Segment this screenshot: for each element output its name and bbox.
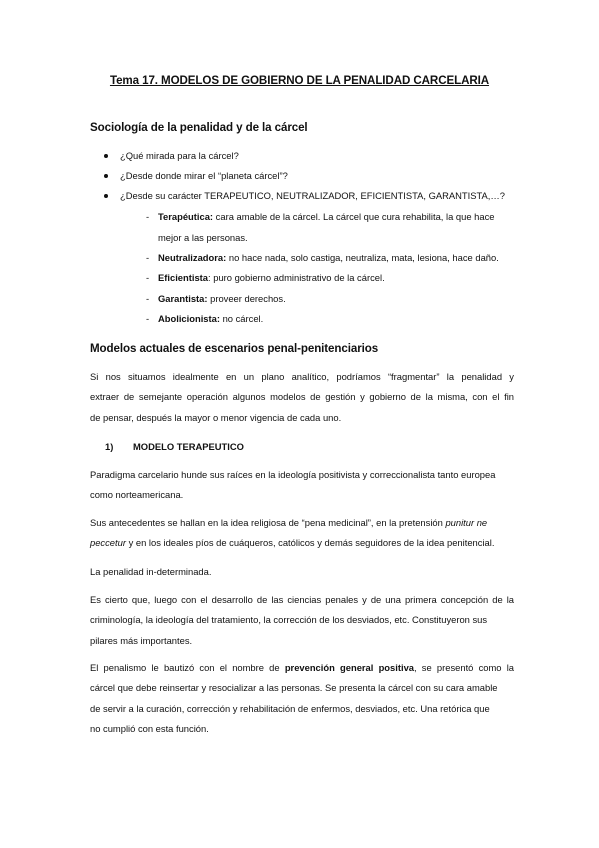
model-name: Terapéutica: xyxy=(158,211,214,222)
section-heading-sociologia: Sociología de la penalidad y de la cárcel xyxy=(90,121,308,134)
paragraph-penalismo xyxy=(90,658,514,740)
model-name: Abolicionista: xyxy=(158,313,220,324)
paragraph-penalidad xyxy=(90,562,514,582)
text-line: Es cierto que, luego con el desarrollo de las ciencias penales y de una primera concepción de la xyxy=(90,594,514,605)
paragraph-paradigma xyxy=(90,465,514,506)
section-heading-modelos: Modelos actuales de escenarios penal-penitenciarios xyxy=(90,342,379,355)
text-run: Sus antecedentes se hallan en la idea religiosa de “pena medicinal”, en la pretensión xyxy=(90,517,446,528)
paragraph-desarrollo xyxy=(90,590,514,651)
intro-paragraph xyxy=(90,367,514,428)
text-line xyxy=(90,513,514,533)
bullet-dot xyxy=(104,194,108,198)
model-desc: : puro gobierno administrativo de la cárcel. xyxy=(208,272,385,283)
text-line xyxy=(90,533,514,553)
text-line: La penalidad in-determinada. xyxy=(90,566,212,577)
text-line: de pensar, después la mayor o menor vigencia de cada uno. xyxy=(90,411,342,423)
model-text xyxy=(158,272,385,283)
bullet-text: ¿Qué mirada para la cárcel? xyxy=(120,150,239,161)
text-line: extraer de semejante operación algunos modelos de gestión y gobierno de la misma, con el fin xyxy=(90,391,514,403)
text-line: como norteamericana. xyxy=(90,489,184,501)
list-dash: - xyxy=(146,313,150,324)
paragraph-antecedentes xyxy=(90,513,514,554)
text-run: , se presentó como la xyxy=(414,662,515,673)
italic-text: peccetur xyxy=(90,537,126,549)
model-name: Garantista: xyxy=(158,293,208,304)
model-name: Neutralizadora: xyxy=(158,252,227,263)
text-line xyxy=(90,658,514,678)
bullet-dot xyxy=(104,174,108,178)
text-line: Paradigma carcelario hunde sus raíces en la ideología positivista y correccionalista tanto europea xyxy=(90,469,496,480)
model-number: 1) xyxy=(105,441,114,452)
model-name: Eficientista xyxy=(158,272,209,283)
model-desc: cara amable de la cárcel. La cárcel que cura rehabilita, la que hace xyxy=(213,211,495,222)
model-desc: no cárcel. xyxy=(219,313,264,324)
italic-text: punitur ne xyxy=(445,517,488,528)
list-dash: - xyxy=(146,252,150,263)
model-text xyxy=(158,313,263,324)
model-label: MODELO TERAPEUTICO xyxy=(133,441,244,452)
bullet-dot xyxy=(104,154,108,158)
model-desc: proveer derechos. xyxy=(207,293,286,304)
text-line: de servir a la curación, corrección y rehabilitación de enfermos, desviados, etc. Una retórica que xyxy=(90,702,490,714)
bold-text: prevención general positiva xyxy=(284,662,414,673)
bullet-text: ¿Desde donde mirar el “planeta cárcel”? xyxy=(120,170,288,181)
model-text xyxy=(158,211,494,222)
bullet-text: ¿Desde su carácter TERAPEUTICO, NEUTRALIZADOR, EFICIENTISTA, GARANTISTA,…? xyxy=(120,190,505,201)
list-dash: - xyxy=(146,272,150,283)
model-text xyxy=(158,252,499,263)
text-run: El penalismo le bautizó con el nombre de xyxy=(90,662,285,673)
text-line: cárcel que debe reinsertar y resocializar a las personas. Se presenta la cárcel con su cara amable xyxy=(90,682,498,694)
text-line: criminología, la ideología del tratamiento, la corrección de los desviados, etc. Constituyeron sus xyxy=(90,614,488,626)
model-text xyxy=(158,293,286,304)
text-line: pilares más importantes. xyxy=(90,634,193,646)
text-run: y en los ideales píos de cuáqueros, católicos y demás seguidores de la idea penitencial. xyxy=(125,537,495,549)
model-desc: no hace nada, solo castiga, neutraliza, mata, lesiona, hace daño. xyxy=(226,252,499,263)
document-title: Tema 17. MODELOS DE GOBIERNO DE LA PENALIDAD CARCELARIA xyxy=(109,74,490,87)
model-desc-cont: mejor a las personas. xyxy=(158,232,248,243)
text-line: no cumplió con esta función. xyxy=(90,723,209,735)
list-dash: - xyxy=(146,293,150,304)
text-line: Si nos situamos idealmente en un plano analítico, podríamos “fragmentar” la penalidad y xyxy=(90,371,514,382)
list-dash: - xyxy=(146,211,150,222)
